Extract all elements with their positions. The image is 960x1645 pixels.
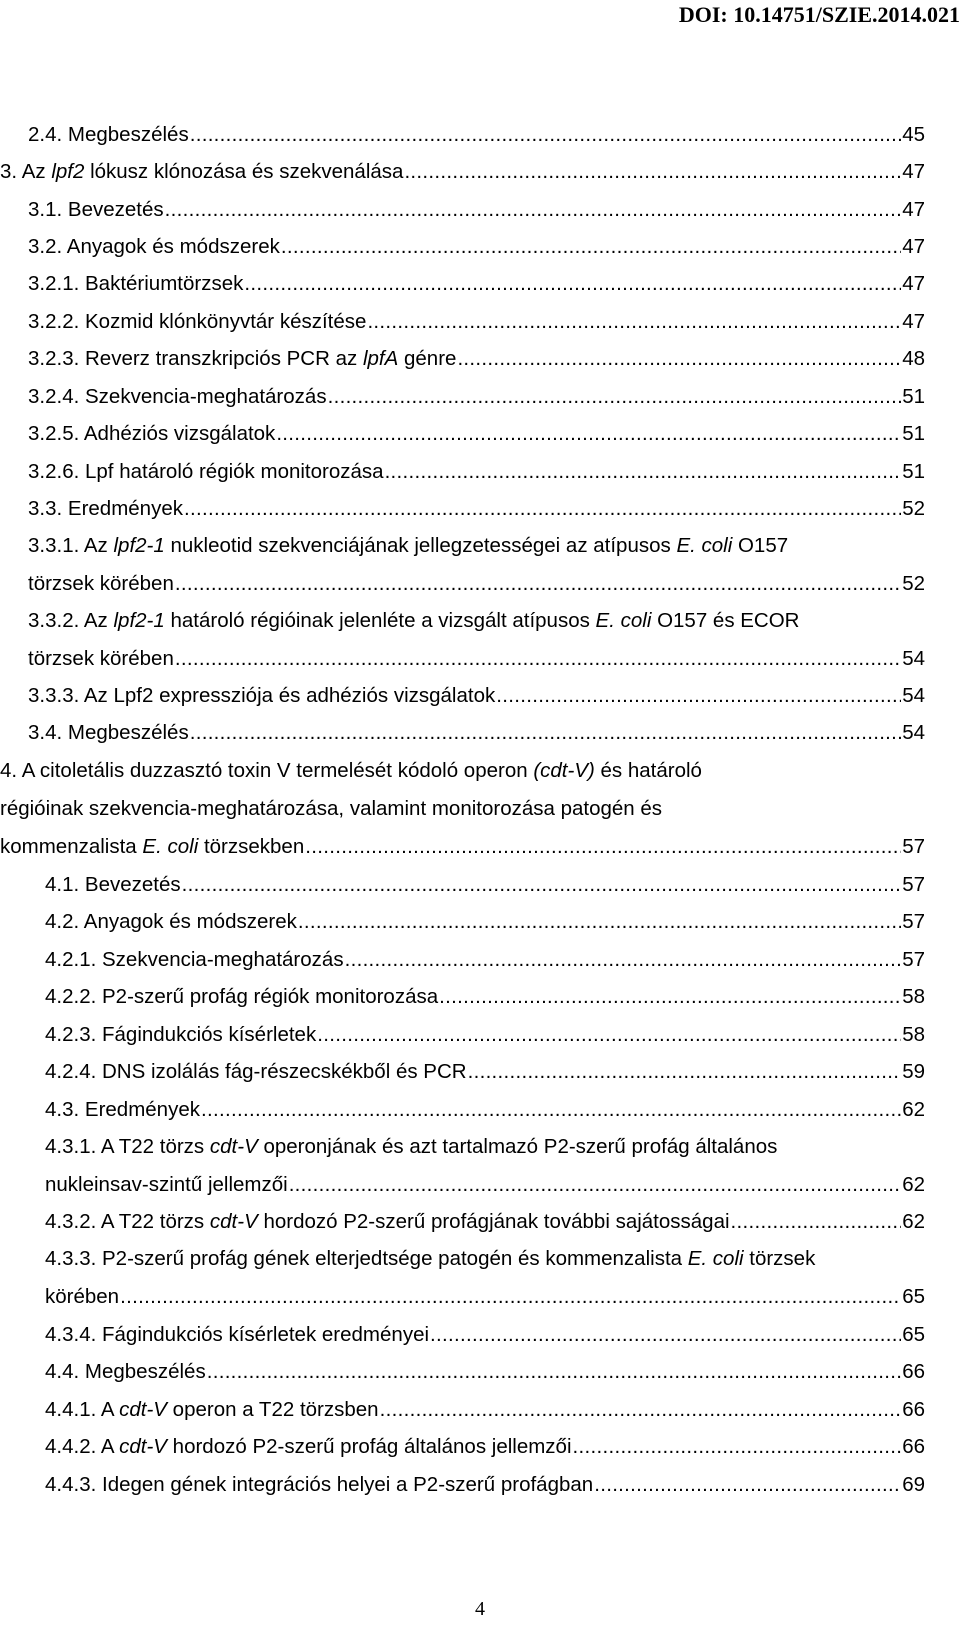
toc-title: P2-szerű profág régiók monitorozása	[102, 985, 439, 1008]
toc-number: 4.3.	[45, 1098, 80, 1121]
leader-dots	[305, 833, 901, 861]
leader-dots	[573, 1433, 902, 1461]
toc-number: 3.	[0, 160, 18, 183]
toc-title: Anyagok és módszerek	[66, 235, 280, 258]
toc-page-number: 66	[902, 1398, 925, 1421]
toc-entry[interactable]	[28, 532, 788, 560]
toc-title-part: törzsekben	[198, 835, 305, 858]
toc-entry[interactable]	[28, 383, 925, 411]
toc-entry-continuation[interactable]	[45, 1171, 925, 1199]
toc-entry[interactable]	[0, 158, 925, 186]
toc-number: 4.3.1.	[45, 1135, 97, 1158]
toc-title-italic: E. coli	[676, 534, 733, 557]
toc-page-number: 47	[902, 310, 925, 333]
toc-title: Bevezetés	[67, 198, 164, 221]
toc-title-part: A	[100, 1435, 120, 1458]
toc-title-part: A	[100, 1398, 120, 1421]
leader-dots	[289, 1171, 902, 1199]
toc-page-number: 57	[902, 835, 925, 858]
toc-title: Fágindukciós kísérletek eredményei	[102, 1323, 430, 1346]
toc-title-part: operon a T22 törzsben	[166, 1398, 379, 1421]
toc-entry[interactable]	[28, 420, 925, 448]
toc-page-number: 57	[902, 910, 925, 933]
leader-dots	[175, 570, 901, 598]
toc-page-number: 58	[902, 985, 925, 1008]
toc-title-italic: cdt-V	[119, 1435, 167, 1458]
toc-number: 4.2.3.	[45, 1023, 97, 1046]
toc-title: régióinak szekvencia-meghatározása, valamint monitorozása patogén és	[0, 797, 663, 820]
leader-dots	[201, 1096, 901, 1124]
toc-number: 3.2.3.	[28, 347, 80, 370]
toc-entry[interactable]	[28, 495, 925, 523]
leader-dots	[457, 345, 901, 373]
leader-dots	[175, 645, 901, 673]
toc-title: Idegen gének integrációs helyei a P2-szerű profágban	[102, 1473, 594, 1496]
leader-dots	[165, 196, 902, 224]
toc-page-number: 57	[902, 948, 925, 971]
toc-number: 3.3.1.	[28, 534, 80, 557]
toc-page-number: 52	[902, 497, 925, 520]
toc-title-part: hordozó P2-szerű profág általános jellemzői	[166, 1435, 572, 1458]
toc-page-number: 66	[902, 1435, 925, 1458]
toc-page-number: 47	[902, 160, 925, 183]
leader-dots	[404, 158, 901, 186]
toc-entry[interactable]	[28, 308, 925, 336]
toc-entry[interactable]	[45, 1021, 925, 1049]
toc-number: 4.4.3.	[45, 1473, 97, 1496]
leader-dots	[328, 383, 902, 411]
leader-dots	[276, 420, 901, 448]
toc-number: 3.3.3.	[28, 684, 80, 707]
toc-entry[interactable]	[28, 682, 925, 710]
toc-entry[interactable]	[45, 1321, 925, 1349]
toc-title-part: Az	[21, 160, 52, 183]
toc-page-number: 51	[902, 422, 925, 445]
toc-title: Eredmények	[84, 1098, 200, 1121]
toc-title-part: O157 és ECOR	[651, 609, 800, 632]
toc-title-part: A T22 törzs	[100, 1135, 210, 1158]
toc-page-number: 65	[902, 1323, 925, 1346]
toc-entry[interactable]	[45, 1133, 777, 1161]
toc-title-italic: E. coli	[142, 835, 199, 858]
toc-entry[interactable]	[45, 1096, 925, 1124]
toc-number: 4.3.4.	[45, 1323, 97, 1346]
toc-page-number: 62	[902, 1210, 925, 1233]
toc-number: 4.4.2.	[45, 1435, 97, 1458]
toc-entry-continuation[interactable]	[0, 795, 662, 823]
toc-page-number: 54	[902, 647, 925, 670]
leader-dots	[380, 1396, 902, 1424]
toc-entry[interactable]	[45, 983, 925, 1011]
toc-number: 4.1.	[45, 873, 80, 896]
leader-dots	[367, 308, 901, 336]
toc-entry[interactable]	[28, 121, 925, 149]
toc-number: 3.2.5.	[28, 422, 80, 445]
toc-number: 3.2.4.	[28, 385, 80, 408]
toc-entry[interactable]	[0, 757, 702, 785]
toc-number: 3.2.2.	[28, 310, 80, 333]
toc-page-number: 62	[902, 1098, 925, 1121]
toc-entry[interactable]	[45, 1433, 925, 1461]
toc-title: Adhéziós vizsgálatok	[83, 422, 276, 445]
toc-number: 4.4.1.	[45, 1398, 97, 1421]
toc-entry[interactable]	[45, 1471, 925, 1499]
toc-title-italic: lpf2-1	[113, 534, 165, 557]
toc-number: 3.4.	[28, 721, 63, 744]
leader-dots	[496, 682, 901, 710]
toc-page-number: 47	[902, 235, 925, 258]
leader-dots	[184, 495, 901, 523]
toc-entry[interactable]	[28, 233, 925, 261]
leader-dots	[345, 946, 902, 974]
toc-entry-continuation[interactable]	[45, 1283, 925, 1311]
toc-entry[interactable]	[28, 270, 925, 298]
toc-entry[interactable]	[45, 1358, 925, 1386]
toc-title-italic: E. coli	[687, 1247, 744, 1270]
toc-entry[interactable]	[28, 196, 925, 224]
toc-title: Baktériumtörzsek	[85, 272, 244, 295]
toc-title-part: A T22 törzs	[100, 1210, 210, 1233]
toc-entry[interactable]	[45, 1058, 925, 1086]
toc-number: 4.2.2.	[45, 985, 97, 1008]
toc-page-number: 51	[902, 385, 925, 408]
toc-entry-continuation[interactable]	[0, 833, 925, 861]
toc-page-number: 45	[902, 123, 925, 146]
leader-dots	[439, 983, 901, 1011]
toc-entry[interactable]	[28, 345, 925, 373]
toc-page-number: 57	[902, 873, 925, 896]
toc-title-part: operonjának és azt tartalmazó P2-szerű profág általános	[257, 1135, 778, 1158]
toc-page-number: 69	[902, 1473, 925, 1496]
toc-number: 3.3.	[28, 497, 63, 520]
toc-entry-continuation[interactable]	[28, 570, 925, 598]
toc-page-number: 66	[902, 1360, 925, 1383]
toc-number: 3.2.6.	[28, 460, 80, 483]
toc-number: 4.2.4.	[45, 1060, 97, 1083]
toc-title-part: O157	[732, 534, 789, 557]
toc-title: Fágindukciós kísérletek	[102, 1023, 317, 1046]
toc-number: 4.2.	[45, 910, 80, 933]
toc-title-part: Reverz transzkripciós PCR az	[85, 347, 363, 370]
toc-number: 4.3.3.	[45, 1247, 97, 1270]
toc-title-part: törzsek	[743, 1247, 816, 1270]
leader-dots	[281, 233, 901, 261]
toc-title-italic: (cdt-V)	[533, 759, 595, 782]
toc-entry[interactable]	[45, 1396, 925, 1424]
toc-title: körében	[45, 1285, 120, 1308]
toc-title: Kozmid klónkönyvtár készítése	[85, 310, 367, 333]
toc-title: nukleinsav-szintű jellemzői	[45, 1173, 288, 1196]
toc-title: Az Lpf2 expressziója és adhéziós vizsgálatok	[83, 684, 496, 707]
toc-title: törzsek körében	[28, 572, 174, 595]
toc-number: 4.	[0, 759, 18, 782]
toc-title-italic: lpf2	[51, 160, 85, 183]
toc-number: 3.2.	[28, 235, 63, 258]
leader-dots	[731, 1208, 902, 1236]
toc-entry[interactable]	[45, 1208, 925, 1236]
toc-entry[interactable]	[45, 871, 925, 899]
leader-dots	[298, 908, 901, 936]
toc-page-number: 54	[902, 721, 925, 744]
toc-entry[interactable]	[28, 607, 800, 635]
leader-dots	[594, 1471, 901, 1499]
toc-title: DNS izolálás fág-részecskékből és PCR	[102, 1060, 467, 1083]
toc-title: Megbeszélés	[67, 721, 189, 744]
toc-entry[interactable]	[28, 458, 925, 486]
toc-title: törzsek körében	[28, 647, 174, 670]
toc-title-italic: lpf2-1	[113, 609, 165, 632]
toc-title-part: Az	[83, 534, 114, 557]
toc-title-italic: E. coli	[595, 609, 652, 632]
toc-page-number: 65	[902, 1285, 925, 1308]
toc-title: Eredmények	[67, 497, 183, 520]
toc-title: Szekvencia-meghatározás	[102, 948, 344, 971]
toc-entry-continuation[interactable]	[28, 645, 925, 673]
toc-page-number: 48	[902, 347, 925, 370]
leader-dots	[430, 1321, 901, 1349]
toc-entry[interactable]	[45, 946, 925, 974]
toc-page-number: 52	[902, 572, 925, 595]
toc-page-number: 47	[902, 272, 925, 295]
toc-page-number: 51	[902, 460, 925, 483]
leader-dots	[190, 121, 901, 149]
toc-title-part: Az	[83, 609, 114, 632]
toc-page-number: 59	[902, 1060, 925, 1083]
leader-dots	[244, 270, 901, 298]
leader-dots	[190, 719, 901, 747]
toc-page-number: 62	[902, 1173, 925, 1196]
toc-number: 3.1.	[28, 198, 63, 221]
toc-number: 2.4.	[28, 123, 63, 146]
toc-number: 4.2.1.	[45, 948, 97, 971]
leader-dots	[385, 458, 902, 486]
toc-title-italic: cdt-V	[209, 1135, 258, 1158]
toc-title-part: nukleotid szekvenciájának jellegzetességei az atípusos	[164, 534, 677, 557]
leader-dots	[317, 1021, 901, 1049]
leader-dots	[207, 1358, 901, 1386]
toc-page-number: 58	[902, 1023, 925, 1046]
toc-title: Megbeszélés	[67, 123, 189, 146]
toc-title: Szekvencia-meghatározás	[85, 385, 327, 408]
doi-header: DOI: 10.14751/SZIE.2014.021	[678, 2, 960, 27]
toc-title-part: lókusz klónozása és szekvenálása	[84, 160, 404, 183]
page-number: 4	[475, 1598, 485, 1620]
toc-title-part: hordozó P2-szerű profágjának további sajátosságai	[257, 1210, 730, 1233]
toc-title: Bevezetés	[84, 873, 181, 896]
toc-entry[interactable]	[45, 908, 925, 936]
toc-page-number: 54	[902, 684, 925, 707]
toc-title-italic: lpfA	[362, 347, 399, 370]
toc-title-part: génre	[398, 347, 457, 370]
toc-page-number: 47	[902, 198, 925, 221]
leader-dots	[182, 871, 902, 899]
toc-title-part: határoló régióinak jelenléte a vizsgált atípusos	[164, 609, 596, 632]
toc-title: Lpf határoló régiók monitorozása	[85, 460, 384, 483]
toc-title: Megbeszélés	[84, 1360, 206, 1383]
toc-number: 4.3.2.	[45, 1210, 97, 1233]
leader-dots	[468, 1058, 902, 1086]
toc-entry[interactable]	[45, 1245, 815, 1273]
toc-title-italic: cdt-V	[209, 1210, 258, 1233]
toc-number: 3.3.2.	[28, 609, 80, 632]
toc-title-part: kommenzalista	[0, 835, 143, 858]
toc-title-italic: cdt-V	[119, 1398, 167, 1421]
toc-entry[interactable]	[28, 719, 925, 747]
toc-number: 3.2.1.	[28, 272, 80, 295]
toc-title-part: és határoló	[600, 759, 702, 782]
toc-title-part: P2-szerű profág gének elterjedtsége patogén és kommenzalista	[102, 1247, 688, 1270]
toc-number: 4.4.	[45, 1360, 80, 1383]
leader-dots	[120, 1283, 901, 1311]
toc-title-part: A citoletális duzzasztó toxin V termelését kódoló operon	[21, 759, 534, 782]
toc-title: Anyagok és módszerek	[83, 910, 297, 933]
